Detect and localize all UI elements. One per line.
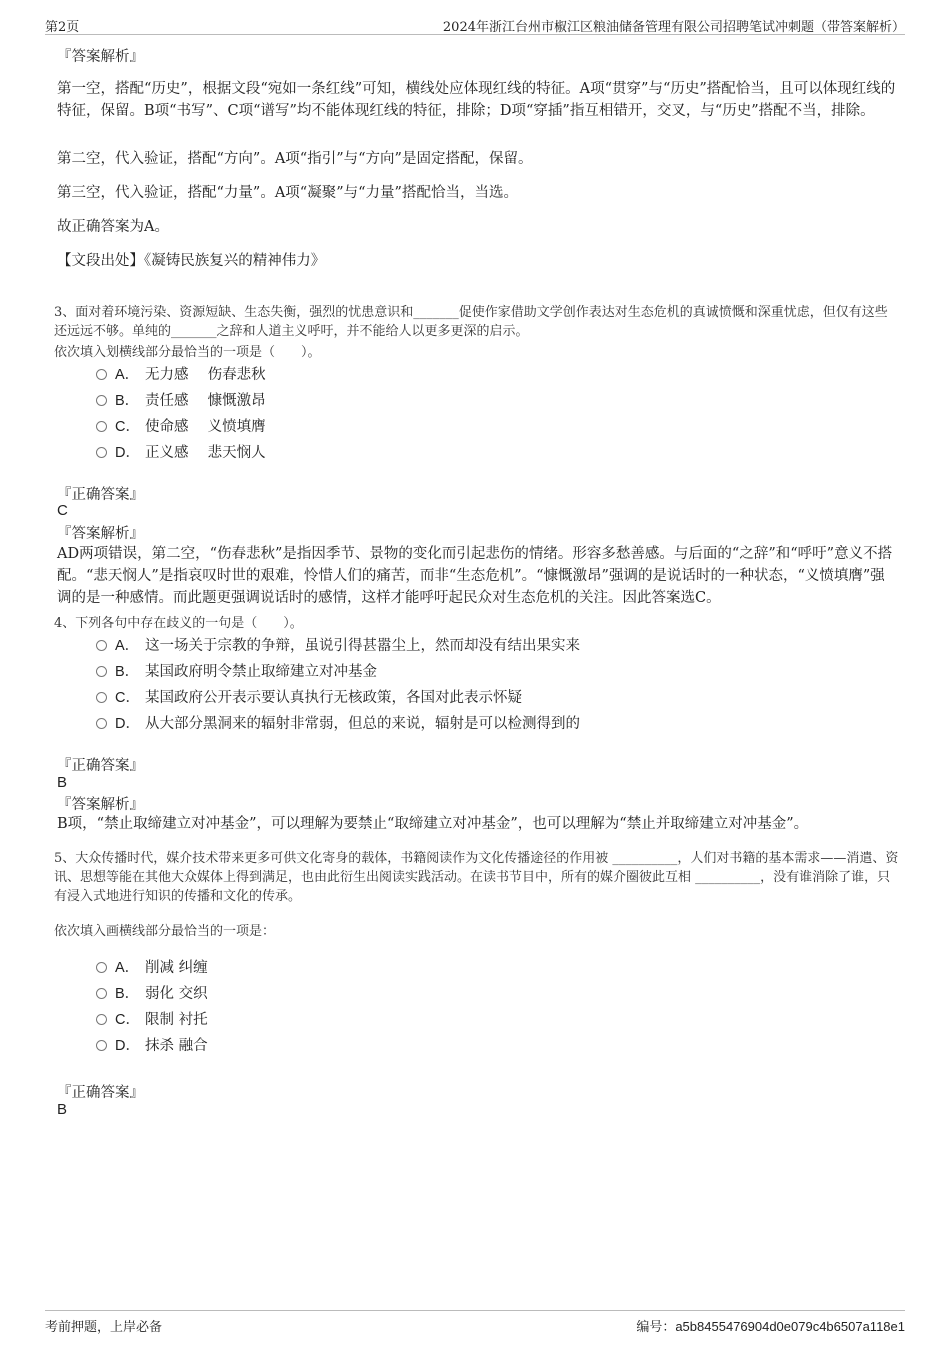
option-label: A． xyxy=(115,367,140,383)
radio-icon[interactable] xyxy=(96,447,107,458)
radio-icon[interactable] xyxy=(96,369,107,380)
radio-icon[interactable] xyxy=(96,421,107,432)
option-label: C． xyxy=(115,690,140,706)
option-label: A． xyxy=(115,638,140,654)
q5-option-d[interactable] xyxy=(96,1035,208,1057)
radio-icon[interactable] xyxy=(96,395,107,406)
option-label: C． xyxy=(115,419,140,435)
option-label: B． xyxy=(115,393,140,409)
q4-answer-label: 『正确答案』 xyxy=(57,758,144,774)
q3-answer: C xyxy=(57,502,68,519)
document-id: 编号：a5b8455476904d0e079c4b6507a118e1 xyxy=(636,1319,905,1334)
radio-icon[interactable] xyxy=(96,988,107,999)
document-title: 2024年浙江台州市椒江区粮油储备管理有限公司招聘笔试冲刺题（带答案解析） xyxy=(442,20,905,35)
q2-analysis-p2: 第二空，代入验证，搭配“方向”。A项“指引”与“方向”是固定搭配，保留。 xyxy=(57,151,533,167)
q5-option-a[interactable] xyxy=(96,957,208,979)
option-label: D． xyxy=(115,445,140,461)
q3-option-d[interactable] xyxy=(96,442,266,464)
page-number: 第2页 xyxy=(45,20,80,35)
q3-analysis-label: 『答案解析』 xyxy=(57,526,144,542)
option-text: 限制 衬托 xyxy=(145,1012,208,1028)
radio-icon[interactable] xyxy=(96,1014,107,1025)
page-header xyxy=(45,14,905,35)
q4-analysis: B项，“禁止取缔建立对冲基金”，可以理解为要禁止“取缔建立对冲基金”，也可以理解为“禁止并取缔建立对冲基金”。 xyxy=(57,816,809,832)
option-text: 正义感 悲天悯人 xyxy=(145,445,266,461)
q4-option-d[interactable] xyxy=(96,713,580,735)
option-text: 抹杀 融合 xyxy=(145,1038,208,1054)
q3-option-a[interactable] xyxy=(96,364,266,386)
q3-analysis: AD两项错误，第二空，“伤春悲秋”是指因季节、景物的变化而引起悲伤的情绪。形容多愁善感。与后面的“之辞”和“呼吁”意义不搭配。“悲天悯人”是指哀叹时世的艰难，怜惜人们的痛苦，而非“生态危机”。“慷慨激昂”强调的是说话时的一种状态，“义愤填膺”强调的是一种感情。而此题更强调说话时的感情，这样才能呼吁起民众对生态危机的关注。因此答案选C。 xyxy=(57,546,893,606)
q5-prompt: 依次填入画横线部分最恰当的一项是： xyxy=(54,924,276,939)
option-label: B． xyxy=(115,986,140,1002)
q2-analysis-p1: 第一空，搭配“历史”，根据文段“宛如一条红线”可知，横线处应体现红线的特征。A项“贯穿”与“历史”搭配恰当，且可以体现红线的特征，保留。B项“书写”、C项“谱写”均不能体现红线的特征，排除；D项“穿插”指互相错开，交叉，与“历史”搭配不当，排除。 xyxy=(57,81,896,119)
option-label: D． xyxy=(115,1038,140,1054)
radio-icon[interactable] xyxy=(96,1040,107,1051)
option-text: 弱化 交织 xyxy=(145,986,208,1002)
q3-stem: 3、面对着环境污染、资源短缺、生态失衡，强烈的忧患意识和_______促使作家借助文学创作表达对生态危机的真诚愤慨和深重忧虑，但仅有这些还远远不够。单纯的_______之辞和人道主义呼吁，并不能给人以更多更深的启示。 xyxy=(54,305,888,339)
q5-stem: 5、大众传播时代，媒介技术带来更多可供文化寄身的载体，书籍阅读作为文化传播途径的作用被 __________，人们对书籍的基本需求——消遣、资讯、思想等能在其他大众媒体上得到满足，也由此衍生出阅读实践活动。在读书节目中，所有的媒介圈彼此互相 __________，没有谁消除了谁，只有浸入式地进行知识的传播和文化的传承。 xyxy=(54,851,899,904)
q3-option-c[interactable] xyxy=(96,416,266,438)
q2-conclusion: 故正确答案为A。 xyxy=(57,219,169,235)
q4-option-a[interactable] xyxy=(96,635,580,657)
q2-analysis-label: 『答案解析』 xyxy=(57,49,144,65)
q5-answer: B xyxy=(57,1101,68,1118)
option-label: D． xyxy=(115,716,140,732)
page-footer xyxy=(45,1310,905,1335)
q5-option-b[interactable] xyxy=(96,983,208,1005)
q2-source: 【文段出处】《凝铸民族复兴的精神伟力》 xyxy=(57,253,326,269)
radio-icon[interactable] xyxy=(96,692,107,703)
q3-option-b[interactable] xyxy=(96,390,266,412)
q4-option-b[interactable] xyxy=(96,661,377,683)
option-text: 这一场关于宗教的争辩，虽说引得甚嚣尘上，然而却没有结出果实来 xyxy=(145,638,580,654)
option-text: 某国政府公开表示要认真执行无核政策，各国对此表示怀疑 xyxy=(145,690,522,706)
q3-prompt: 依次填入划横线部分最恰当的一项是（ ）。 xyxy=(54,345,321,360)
option-text: 从大部分黑洞来的辐射非常弱，但总的来说，辐射是可以检测得到的 xyxy=(145,716,580,732)
q5-option-c[interactable] xyxy=(96,1009,208,1031)
option-text: 责任感 慷慨激昂 xyxy=(145,393,266,409)
q2-analysis-p3: 第三空，代入验证，搭配“力量”。A项“凝聚”与“力量”搭配恰当，当选。 xyxy=(57,185,518,201)
option-label: B． xyxy=(115,664,140,680)
footer-slogan: 考前押题，上岸必备 xyxy=(45,1320,163,1335)
q5-answer-label: 『正确答案』 xyxy=(57,1085,144,1101)
option-label: C． xyxy=(115,1012,140,1028)
option-text: 某国政府明令禁止取缔建立对冲基金 xyxy=(145,664,377,680)
radio-icon[interactable] xyxy=(96,962,107,973)
option-label: A． xyxy=(115,960,140,976)
radio-icon[interactable] xyxy=(96,718,107,729)
q4-stem: 4、下列各句中存在歧义的一句是（ ）。 xyxy=(54,616,303,631)
radio-icon[interactable] xyxy=(96,640,107,651)
option-text: 使命感 义愤填膺 xyxy=(145,419,266,435)
option-text: 削减 纠缠 xyxy=(145,960,208,976)
q3-answer-label: 『正确答案』 xyxy=(57,487,144,503)
q4-answer: B xyxy=(57,774,68,791)
option-text: 无力感 伤春悲秋 xyxy=(145,367,266,383)
q4-analysis-label: 『答案解析』 xyxy=(57,797,144,813)
radio-icon[interactable] xyxy=(96,666,107,677)
q4-option-c[interactable] xyxy=(96,687,522,709)
